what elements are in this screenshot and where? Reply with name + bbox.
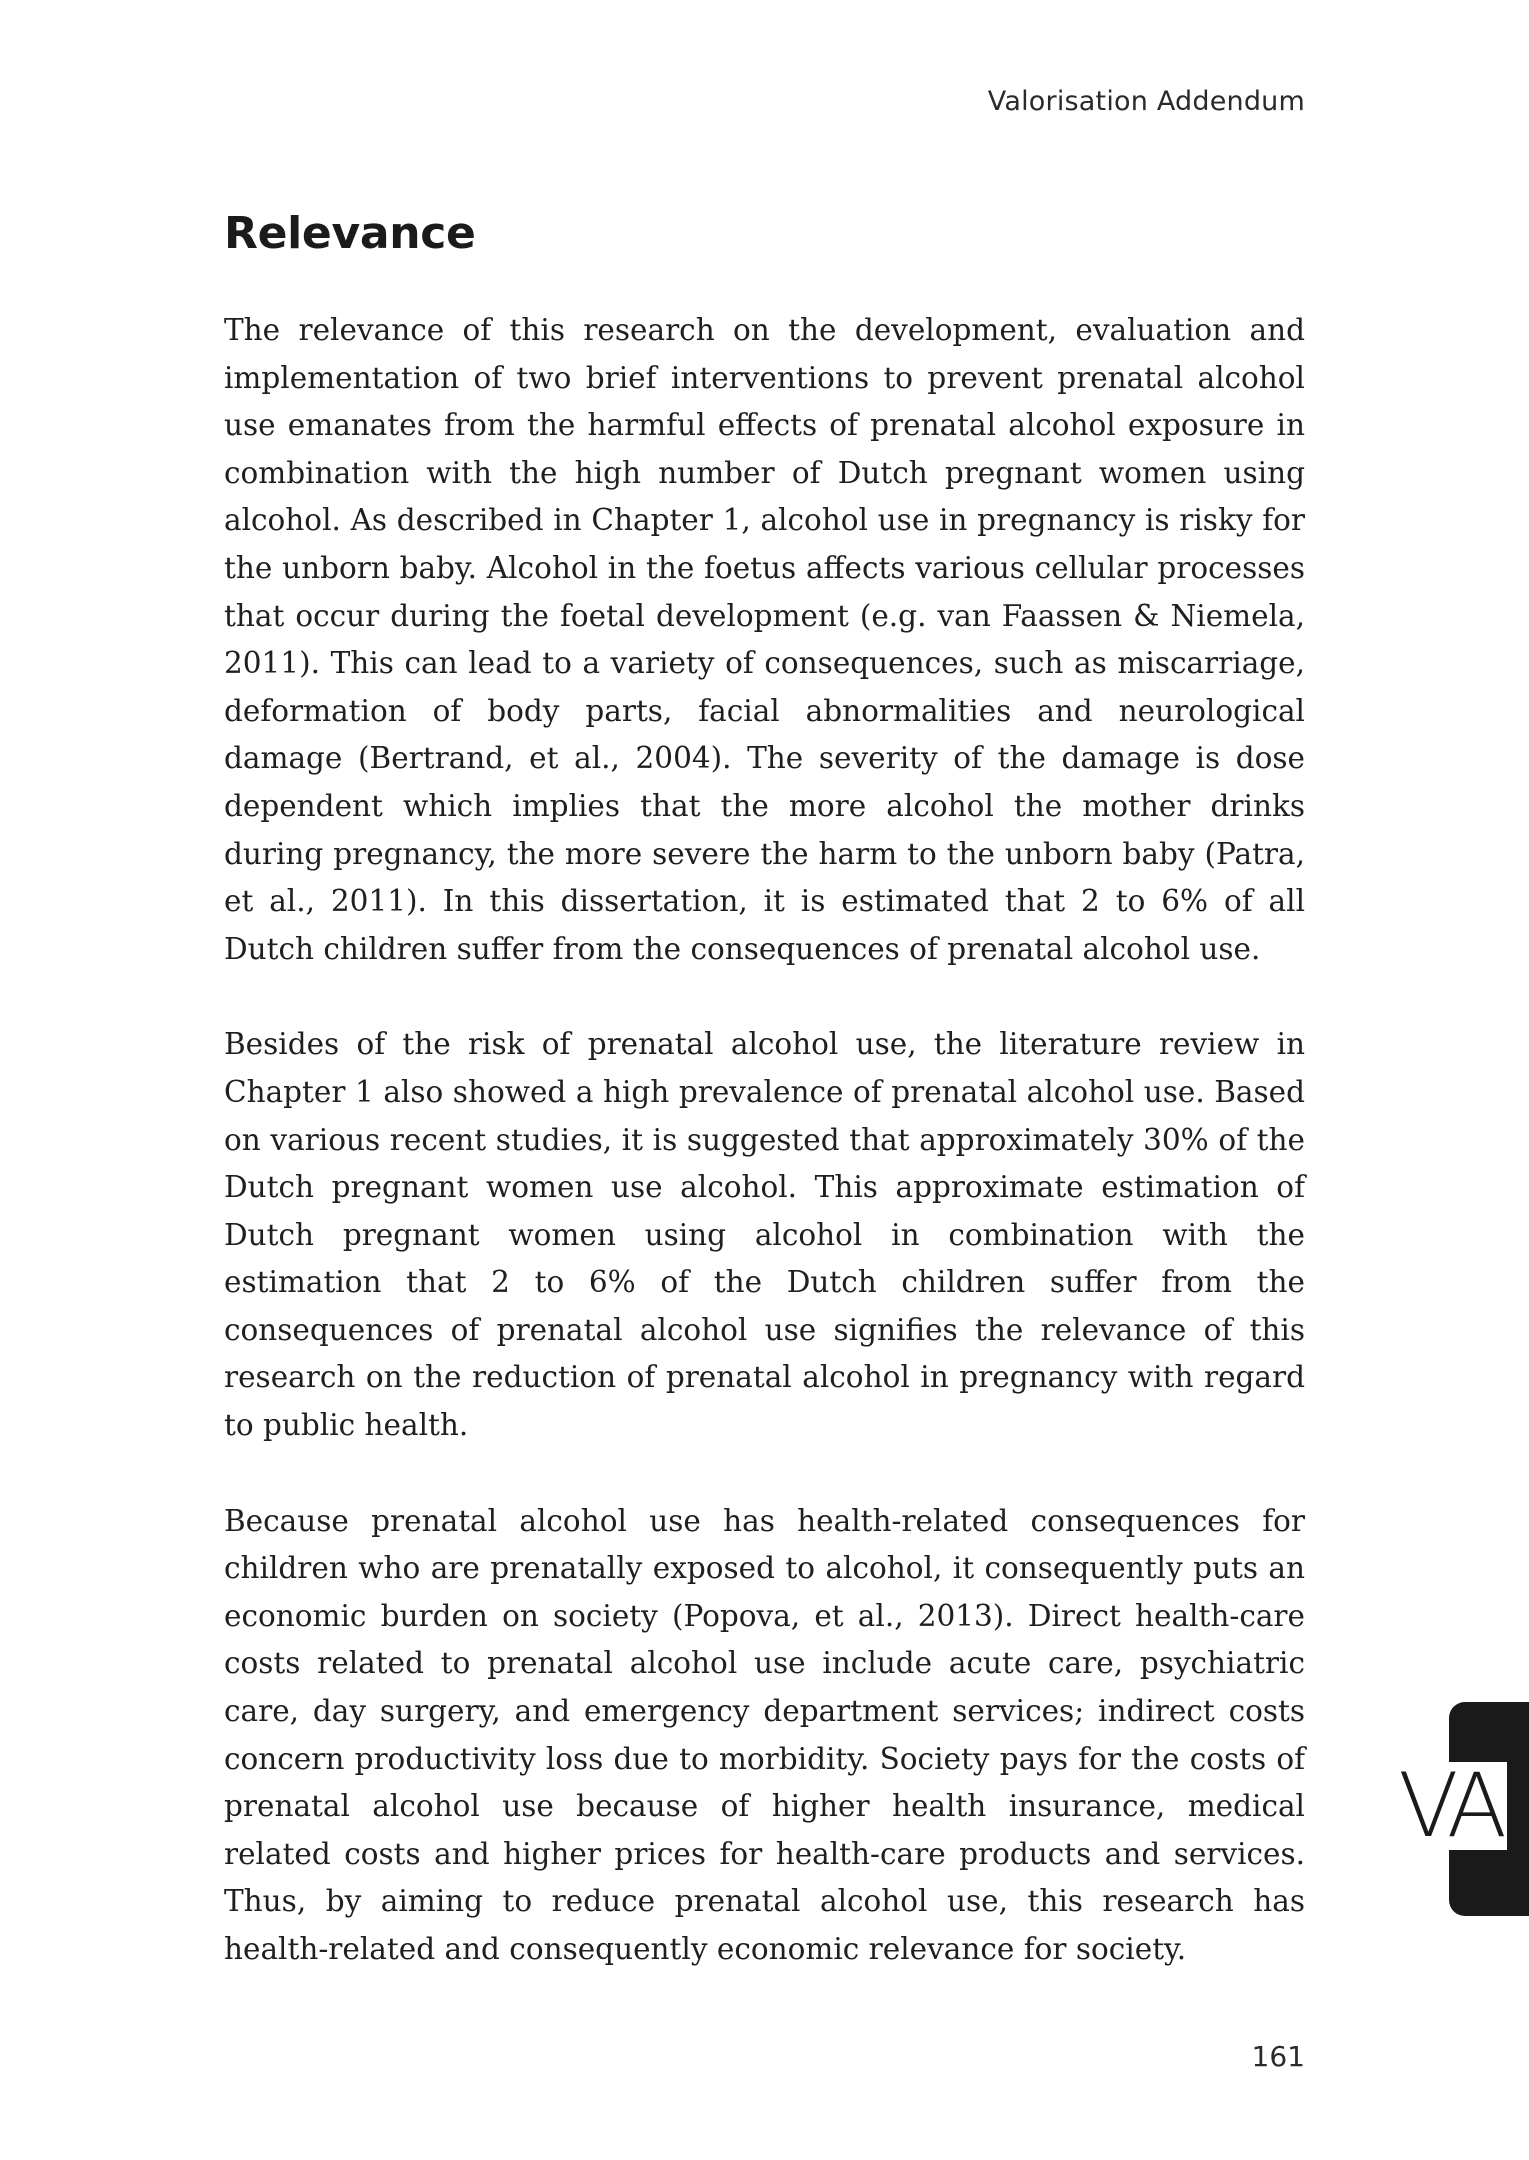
chapter-thumb-label: VA [1398, 1762, 1507, 1850]
paragraph-2: Besides of the risk of prenatal alcohol use, the literature review in Chapter 1 also showed a high prevalence of prenatal alcohol use. Based on various recent studies, it is suggested that approximately 30% of the Dutch pregnant women use alcohol. This approximate estimation of Dutch pregnant women using alcohol in combination with the estimation that 2 to 6% of the Dutch children suffer from the consequences of prenatal alcohol use signifies the relevance of this research on the reduction of prenatal alcohol in pregnancy with regard to public health. [224, 1027, 1305, 1443]
main-content [224, 208, 1305, 2022]
paragraph-1: The relevance of this research on the development, evaluation and implementation of two brief interventions to prevent prenatal alcohol use emanates from the harmful effects of prenatal alcohol exposure in combination with the high number of Dutch pregnant women using alcohol. As described in Chapter 1, alcohol use in pregnancy is risky for the unborn baby. Alcohol in the foetus affects various cellular processes that occur during the foetal development (e.g. van Faassen & Niemela, 2011). This can lead to a variety of consequences, such as miscarriage, deformation of body parts, facial abnormalities and neurological damage (Bertrand, et al., 2004). The severity of the damage is dose dependent which implies that the more alcohol the mother drinks during pregnancy, the more severe the harm to the unborn baby (Patra, et al., 2011). In this dissertation, it is estimated that 2 to 6% of all Dutch children suffer from the consequences of prenatal alcohol use. [224, 313, 1305, 966]
page-number: 161 [1251, 2040, 1305, 2073]
section-title: Relevance [224, 208, 476, 259]
running-header: Valorisation Addendum [987, 86, 1305, 117]
paragraph-3: Because prenatal alcohol use has health-related consequences for children who are prenatally exposed to alcohol, it consequently puts an economic burden on society (Popova, et al., 2013). Direct health-care costs related to prenatal alcohol use include acute care, psychiatric care, day surgery, and emergency department services; indirect costs concern productivity loss due to morbidity. Society pays for the costs of prenatal alcohol use because of higher health insurance, medical related costs and higher prices for health-care products and services. Thus, by aiming to reduce prenatal alcohol use, this research has health-related and consequently economic relevance for society. [224, 1503, 1305, 1966]
